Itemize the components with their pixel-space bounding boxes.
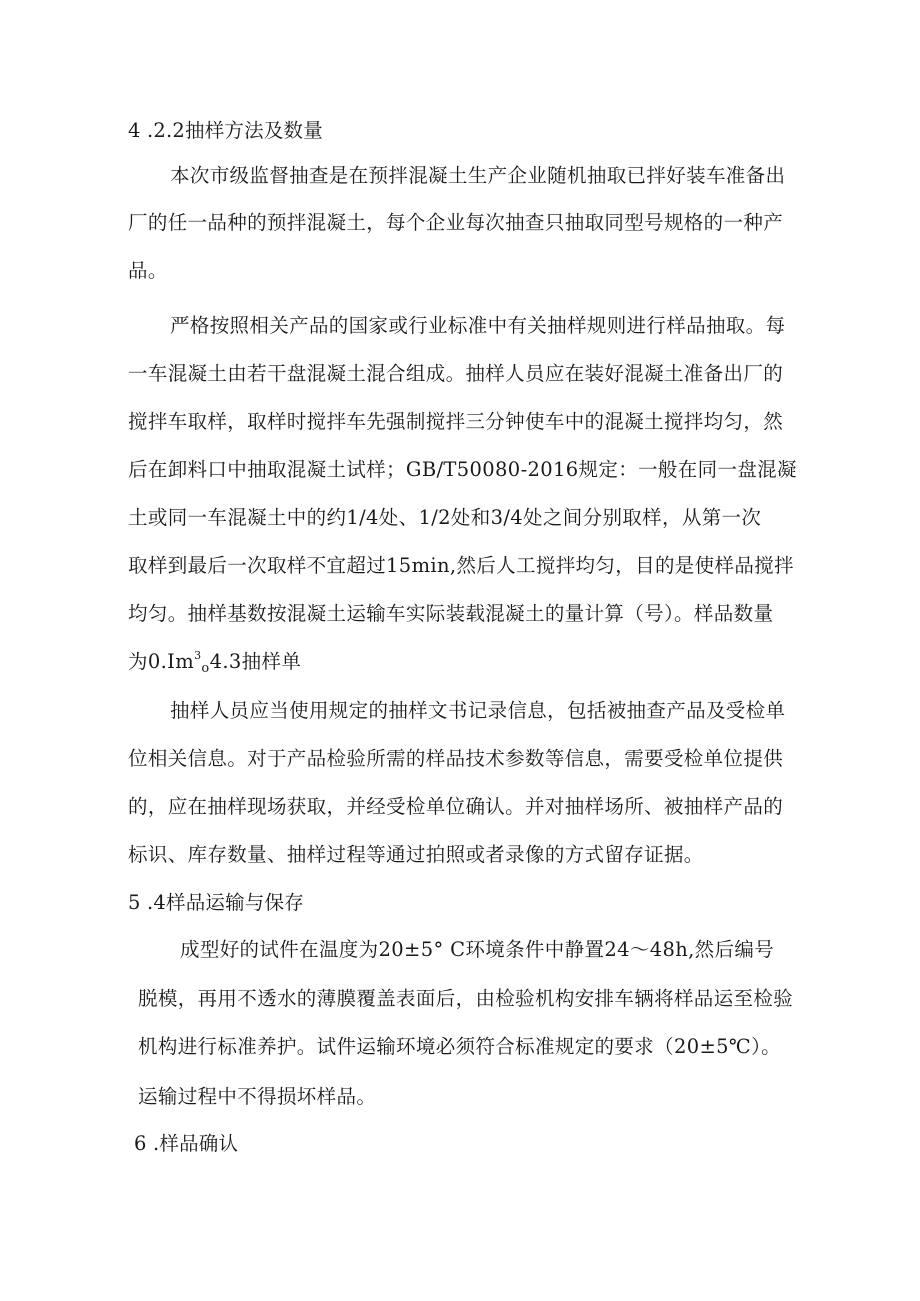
section-4-3-inline-heading: 4.3抽样单 — [209, 650, 302, 673]
paragraph-4-line-2: 脱模，再用不透水的薄膜覆盖表面后，由检验机构安排车辆将样品运至检验 — [138, 987, 794, 1010]
paragraph-2-line-7: 均匀。抽样基数按混凝土运输车实际装载混凝土的量计算（号）。样品数量 — [128, 602, 774, 625]
subscript-o: o — [201, 661, 210, 676]
paragraph-2-line-6: 取样到最后一次取样不宜超过15min,然后人工搅拌均匀，目的是使样品搅拌 — [128, 554, 794, 577]
cubic-superscript: 3 — [194, 648, 202, 662]
paragraph-2-line-1: 严格按照相关产品的国家或行业标准中有关抽样规则进行样品抽取。每 — [170, 314, 786, 337]
section-heading-6: 6 .样品确认 — [134, 1132, 239, 1155]
paragraph-4-line-3: 机构进行标准养护。试件运输环境必须符合标准规定的要求（20±5℃）。 — [138, 1035, 782, 1058]
section-heading-5-4: 5 .4样品运输与保存 — [128, 891, 304, 914]
paragraph-1-line-3: 品。 — [128, 259, 168, 282]
paragraph-2-line-2: 一车混凝土由若干盘混凝土混合组成。抽样人员应在装好混凝土准备出厂的 — [128, 362, 784, 385]
paragraph-2-line-5: 土或同一车混凝土中的约1/4处、1/2处和3/4处之间分别取样，从第一次 — [128, 506, 762, 529]
paragraph-4-line-1: 成型好的试件在温度为20±5° C环境条件中静置24～48h,然后编号 — [180, 938, 775, 961]
paragraph-1-line-2: 厂的任一品种的预拌混凝土，每个企业每次抽查只抽取同型号规格的一种产 — [128, 211, 784, 234]
paragraph-3-line-2: 位相关信息。对于产品检验所需的样品技术参数等信息，需要受检单位提供 — [128, 747, 784, 770]
paragraph-3-line-4: 标识、库存数量、抽样过程等通过拍照或者录像的方式留存证据。 — [128, 843, 704, 866]
paragraph-3-line-1: 抽样人员应当使用规定的抽样文书记录信息，包括被抽查产品及受检单 — [170, 699, 786, 722]
paragraph-2-line-4: 后在卸料口中抽取混凝土试样；GB/T50080-2016规定：一般在同一盘混凝 — [128, 458, 797, 481]
sample-quantity-prefix: 为0.Im — [128, 650, 195, 673]
section-heading-4-2-2: 4 .2.2抽样方法及数量 — [128, 119, 323, 142]
paragraph-2-line-8 — [128, 645, 301, 679]
paragraph-1-line-1: 本次市级监督抽查是在预拌混凝土生产企业随机抽取已拌好装车准备出 — [170, 164, 786, 187]
paragraph-2-line-3: 搅拌车取样，取样时搅拌车先强制搅拌三分钟使车中的混凝土搅拌均匀，然 — [128, 410, 784, 433]
paragraph-4-line-4: 运输过程中不得损坏样品。 — [138, 1085, 377, 1108]
paragraph-3-line-3: 的，应在抽样现场获取，并经受检单位确认。并对抽样场所、被抽样产品的 — [128, 795, 784, 818]
